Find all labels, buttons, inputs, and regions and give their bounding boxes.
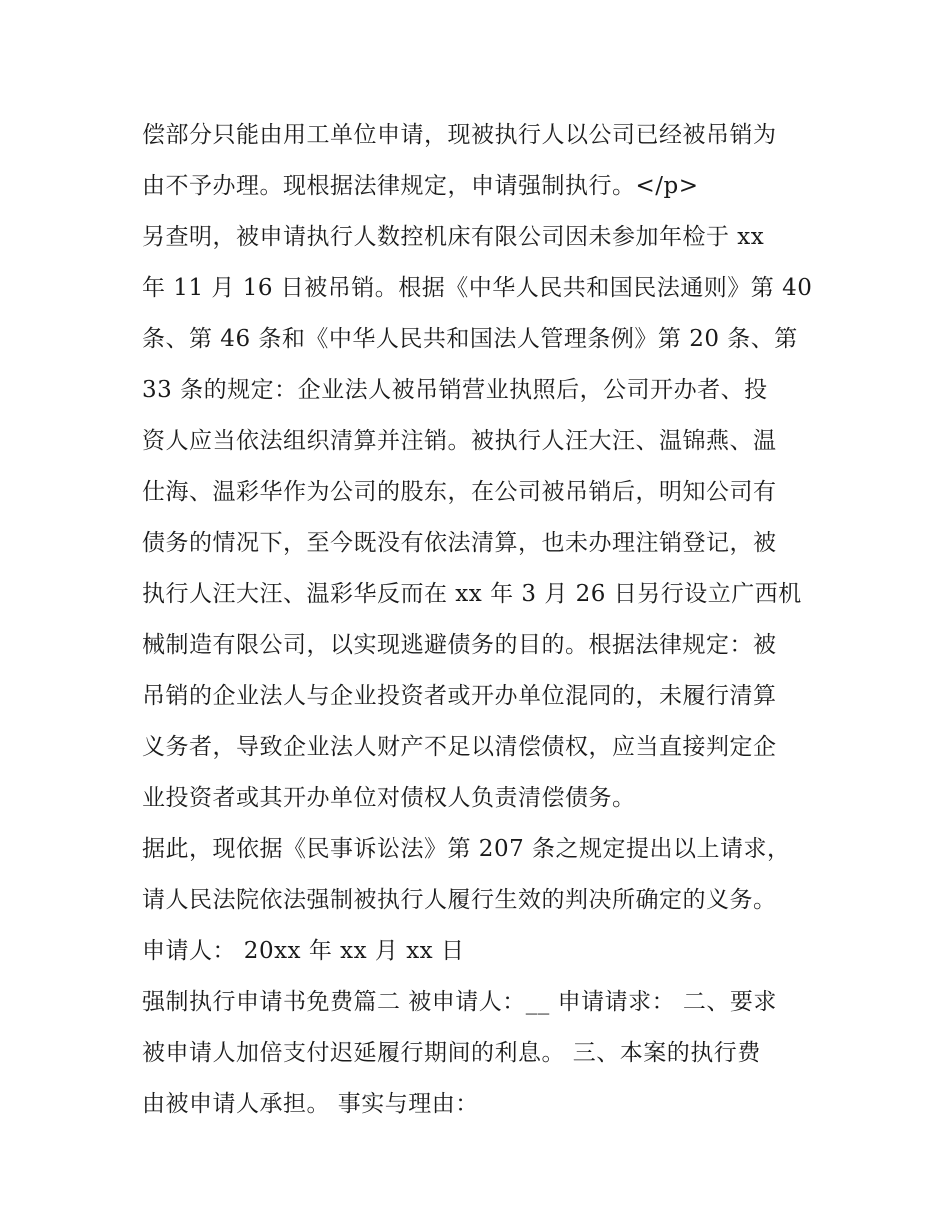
text-line: 仕海、温彩华作为公司的股东，在公司被吊销后，明知公司有 [142, 479, 777, 505]
text-line: 据此，现依据《民事诉讼法》第 207 条之规定提出以上请求， [142, 836, 791, 862]
text-line: 条、第 46 条和《中华人民共和国法人管理条例》第 20 条、第 [142, 326, 798, 352]
text-line: 吊销的企业法人与企业投资者或开办单位混同的，未履行清算 [142, 683, 777, 709]
text-line: 强制执行申请书免费篇二 被申请人：__ 申请请求： 二、要求 [142, 989, 777, 1015]
text-line: 申请人： 20xx 年 xx 月 xx 日 [142, 938, 465, 964]
text-line: 由被申请人承担。 事实与理由： [142, 1091, 479, 1117]
text-line: 33 条的规定：企业法人被吊销营业执照后，公司开办者、投 [142, 377, 768, 403]
text-line: 执行人汪大汪、温彩华反而在 xx 年 3 月 26 日另行设立广西机 [142, 581, 802, 607]
text-line: 请人民法院依法强制被执行人履行生效的判决所确定的义务。 [142, 887, 777, 913]
text-line: 偿部分只能由用工单位申请，现被执行人以公司已经被吊销为 [142, 122, 777, 148]
document-body-text [142, 110, 822, 1130]
text-line: 械制造有限公司，以实现逃避债务的目的。根据法律规定：被 [142, 632, 777, 658]
text-line: 年 11 月 16 日被吊销。根据《中华人民共和国民法通则》第 40 [142, 275, 813, 301]
text-line: 资人应当依法组织清算并注销。被执行人汪大汪、温锦燕、温 [142, 428, 777, 454]
text-line: 另查明，被申请执行人数控机床有限公司因未参加年检于 xx [142, 224, 765, 250]
text-line: 债务的情况下，至今既没有依法清算，也未办理注销登记，被 [142, 530, 777, 556]
text-line: 义务者，导致企业法人财产不足以清偿债权，应当直接判定企 [142, 734, 777, 760]
text-line: 业投资者或其开办单位对债权人负责清偿债务。 [142, 785, 636, 811]
text-line: 被申请人加倍支付迟延履行期间的利息。 三、本案的执行费 [142, 1040, 761, 1066]
text-line: 由不予办理。现根据法律规定，申请强制执行。</p> [142, 173, 699, 199]
